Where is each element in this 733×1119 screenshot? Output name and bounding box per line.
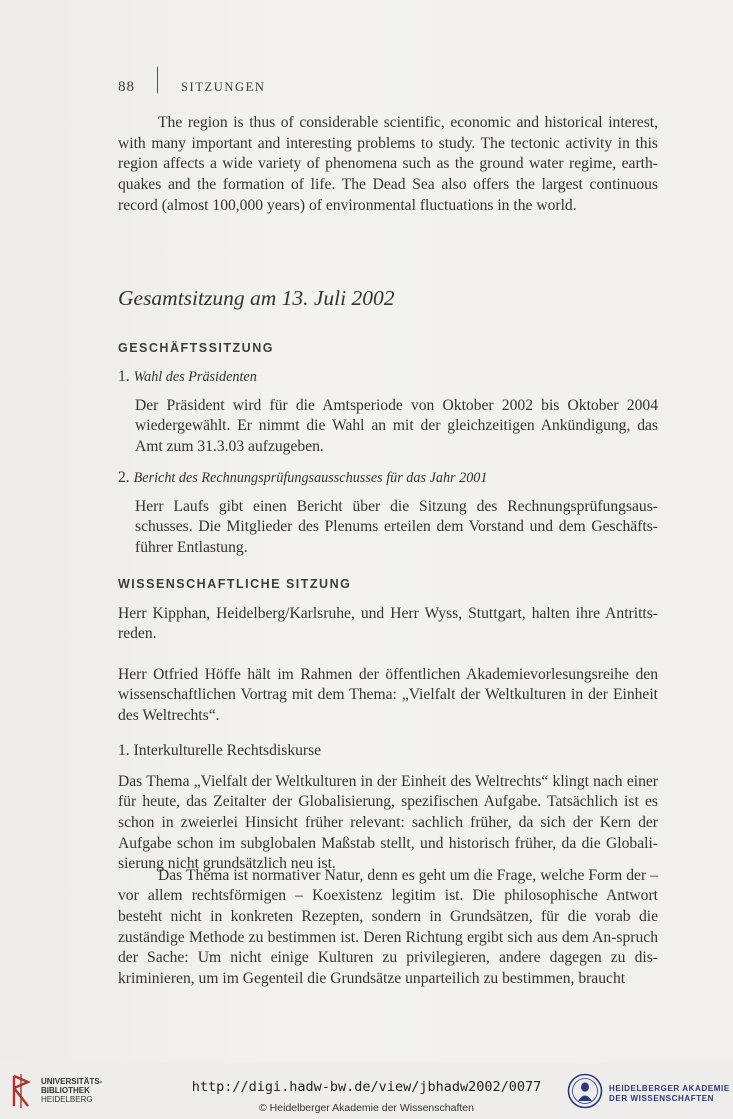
lecture-subheading: 1. Interkulturelle Rechtsdiskurse (118, 742, 322, 759)
agenda-item-1-body: Der Präsident wird für die Amtsperiode von Oktober 2002 bis Oktober 2004 wiedergewählt. Er nimmt die Wahl an mit der gleichzeitigen Ankündigung, das Amt zum 31.3.03 aufzugeben. (135, 396, 658, 455)
copyright-notice: © Heidelberger Akademie der Wissenschaften (259, 1102, 474, 1114)
lecture-paragraph-2: Das Thema ist normativer Natur, denn es geht um die Frage, welche Form der – vor allem rechtsförmigen – Koexistenz legitim ist. Die philosophische Antwort besteht nicht in konkreten Rezepten, sondern in Grundsätzen, für die vorab die zuständige Methode zu bestimmen ist. Deren Richtung ergibt sich aus dem An-spruch der Sache: Um nicht einige Kulturen zu privilegieren, andere dagegen zu dis-kriminieren, um im Gegenteil die Grundsätze unparteilich zu bestimmen, braucht (118, 866, 658, 988)
agenda-item-number: 1. (118, 368, 130, 385)
library-line-1: UNIVERSITÄTS- (41, 1077, 103, 1086)
library-line-2: BIBLIOTHEK (41, 1086, 90, 1096)
intro-paragraph: The region is thus of considerable scientific, economic and historical interest, with many important and interesting problems to study. The tectonic activity in this region affects a wide variety of phenomena such as the ground water regime, earth-quakes and the formation of life. The Dead Sea also offers the largest continuous record (almost 100,000 years) of environmental fluctuations in the world. (118, 114, 658, 214)
session-title: Gesamtsitzung am 13. Juli 2002 (118, 286, 395, 310)
agenda-item-number: 2. (118, 469, 130, 486)
agenda-item-2-body: Herr Laufs gibt einen Bericht über die Sitzung des Rechnungsprüfungsaus-schusses. Die Mitglieder des Plenums erteilen dem Vorstand und dem Geschäfts-führer Entlastung. (135, 497, 658, 556)
academy-seal-icon[interactable] (567, 1073, 603, 1109)
agenda-item-title: Bericht des Rechnungsprüfungsausschusses für das Jahr 2001 (133, 470, 488, 486)
business-session-heading: GESCHÄFTSSITZUNG (118, 341, 274, 355)
header-divider (157, 67, 158, 93)
library-line-3: HEIDELBERG (41, 1095, 93, 1105)
page-number: 88 (118, 79, 135, 95)
academy-name (609, 1084, 730, 1104)
academy-line-2: DER WISSENSCHAFTEN (609, 1094, 715, 1103)
lecture-paragraph-1: Das Thema „Vielfalt der Weltkulturen in der Einheit des Weltrechts“ klingt nach einer für heute, das Zeitalter der Globalisierung, spezifischen Aufgabe. Tatsächlich ist es schon in zweierlei Hinsicht früher relevant: sachlich früher, da sich der Kern der Aufgabe schon im subglobalen Maßstab stellt, und historisch früher, da die Globali-sierung nicht grundsätzlich neu ist. (118, 772, 658, 873)
academy-line-1: HEIDELBERGER AKADEMIE (609, 1084, 730, 1093)
agenda-item-1-heading (118, 368, 257, 386)
scientific-paragraph-2: Herr Otfried Höffe hält im Rahmen der öffentlichen Akademievorlesungsreihe den wissenschaftlichen Vortrag mit dem Thema: „Vielfalt der Weltkulturen in der Einheit des Weltrechts“. (118, 665, 658, 724)
running-head-section: SITZUNGEN (181, 80, 266, 94)
agenda-item-2-heading (118, 469, 488, 487)
scientific-session-heading: WISSENSCHAFTLICHE SITZUNG (118, 577, 352, 591)
permalink-url[interactable]: http://digi.hadw-bw.de/view/jbhadw2002/0077 (191, 1079, 542, 1095)
scientific-paragraph-1: Herr Kipphan, Heidelberg/Karlsruhe, und Herr Wyss, Stuttgart, halten ihre Antritts-reden. (118, 604, 658, 643)
running-head (118, 79, 266, 96)
agenda-item-title: Wahl des Präsidenten (133, 369, 257, 385)
